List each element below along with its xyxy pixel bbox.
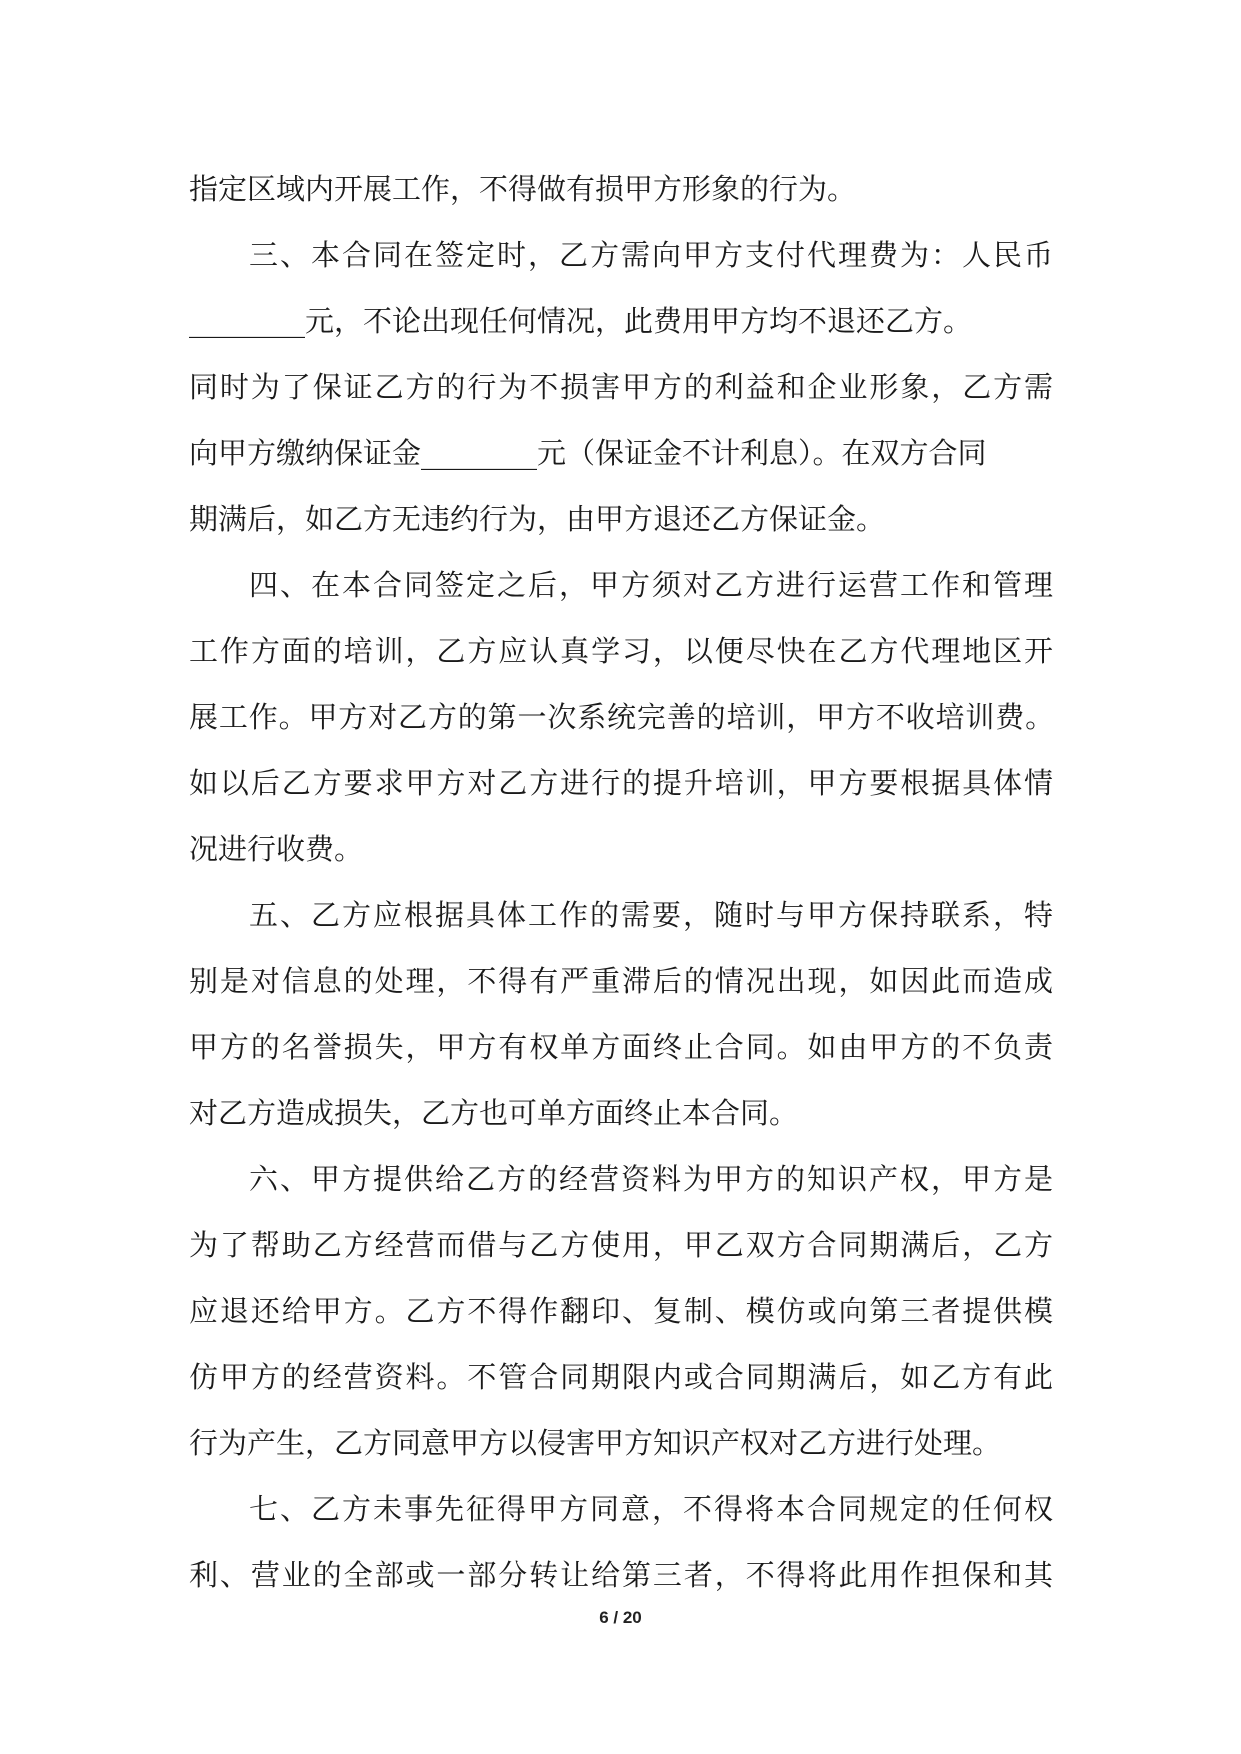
text-line: 展工作。甲方对乙方的第一次系统完善的培训，甲方不收培训费。 [189,700,1055,734]
text-line: 期满后，如乙方无违约行为，由甲方退还乙方保证金。 [189,502,886,536]
text-line: 向甲方缴纳保证金________元（保证金不计利息）。在双方合同 [189,436,987,470]
text-line: 利、营业的全部或一部分转让给第三者，不得将此用作担保和其 [189,1558,1055,1592]
text-line: 三、本合同在签定时，乙方需向甲方支付代理费为：人民币 [249,238,1055,272]
text-line: 同时为了保证乙方的行为不损害甲方的利益和企业形象，乙方需 [189,370,1055,404]
text-line: 如以后乙方要求甲方对乙方进行的提升培训，甲方要根据具体情 [189,766,1055,800]
text-line: 甲方的名誉损失，甲方有权单方面终止合同。如由甲方的不负责 [189,1030,1055,1064]
text-line: 五、乙方应根据具体工作的需要，随时与甲方保持联系，特 [249,898,1055,932]
text-line: 指定区域内开展工作，不得做有损甲方形象的行为。 [189,172,857,206]
text-line: 别是对信息的处理，不得有严重滞后的情况出现，如因此而造成 [189,964,1055,998]
text-line: 四、在本合同签定之后，甲方须对乙方进行运营工作和管理 [249,568,1055,602]
text-line: 七、乙方未事先征得甲方同意，不得将本合同规定的任何权 [249,1492,1055,1526]
document-body [189,156,1055,1608]
text-line: 仿甲方的经营资料。不管合同期限内或合同期满后，如乙方有此 [189,1360,1055,1394]
page-number: 6 / 20 [599,1608,642,1627]
text-line: 应退还给甲方。乙方不得作翻印、复制、模仿或向第三者提供模 [189,1294,1055,1328]
text-line: 工作方面的培训，乙方应认真学习，以便尽快在乙方代理地区开 [189,634,1055,668]
text-line: 六、甲方提供给乙方的经营资料为甲方的知识产权，甲方是 [249,1162,1055,1196]
text-line: ________元，不论出现任何情况，此费用甲方均不退还乙方。 [189,304,973,338]
text-line: 行为产生，乙方同意甲方以侵害甲方知识产权对乙方进行处理。 [189,1426,1002,1460]
text-line: 为了帮助乙方经营而借与乙方使用，甲乙双方合同期满后，乙方 [189,1228,1055,1262]
text-line: 况进行收费。 [189,832,364,866]
text-line: 对乙方造成损失，乙方也可单方面终止本合同。 [189,1096,799,1130]
